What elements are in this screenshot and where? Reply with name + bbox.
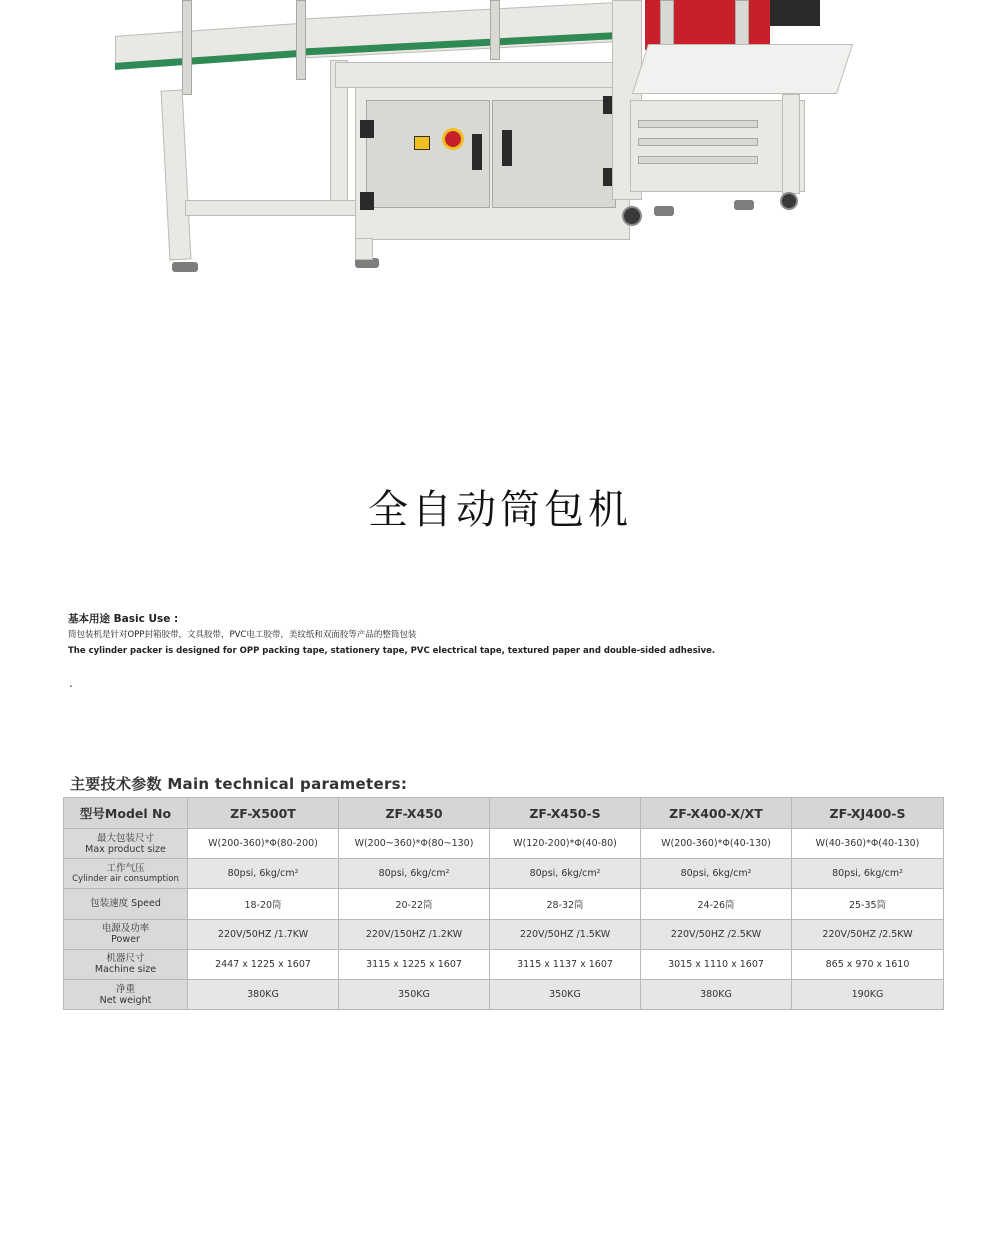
output-tray xyxy=(632,44,853,94)
row-label-en: Max product size xyxy=(85,843,166,855)
row-label-zh: 最大包装尺寸 xyxy=(96,832,154,844)
table-cell: 380KG xyxy=(641,979,792,1009)
header-label: 型号Model No xyxy=(64,798,188,829)
wrapping-motor xyxy=(770,0,820,26)
table-cell: 28-32筒 xyxy=(490,889,641,919)
basic-use-description-zh: 筒包装机是针对OPP封箱胶带，文具胶带，PVC电工胶带，美纹纸和双面胶等产品的整筒包装 xyxy=(68,630,417,640)
model-header: ZF-X500T xyxy=(188,798,339,829)
row-label-en: Net weight xyxy=(99,994,152,1006)
caster-wheel xyxy=(622,206,642,226)
table-cell: 350KG xyxy=(490,979,641,1009)
door-handle xyxy=(472,134,482,170)
table-cell: 25-35筒 xyxy=(792,889,944,919)
table-cell: W(120-200)*Φ(40-80) xyxy=(490,829,641,859)
table-cell: 220V/50HZ /1.7KW xyxy=(188,919,339,949)
roller-bed xyxy=(638,120,758,128)
table-cell: 865 x 970 x 1610 xyxy=(792,949,944,979)
table-cell: 3015 x 1110 x 1607 xyxy=(641,949,792,979)
table-cell: 24-26筒 xyxy=(641,889,792,919)
basic-use-section xyxy=(68,612,948,659)
leveling-foot xyxy=(654,206,674,216)
table-header-row xyxy=(64,798,944,829)
product-photo xyxy=(0,0,1000,310)
table-cell: 2447 x 1225 x 1607 xyxy=(188,949,339,979)
model-header: ZF-XJ400-S xyxy=(792,798,944,829)
row-label-zh: 电源及功率 xyxy=(101,923,150,935)
hinge xyxy=(360,120,374,138)
row-label xyxy=(64,829,188,859)
hinge xyxy=(360,192,374,210)
table-cell: 80psi, 6kg/cm² xyxy=(641,859,792,889)
table-cell: 3115 x 1137 x 1607 xyxy=(490,949,641,979)
row-label xyxy=(64,979,188,1009)
page-title: 全自动筒包机 xyxy=(368,487,632,533)
table-cell: 80psi, 6kg/cm² xyxy=(792,859,944,889)
row-label xyxy=(64,889,188,919)
cabinet-top xyxy=(335,62,635,88)
cabinet-leg xyxy=(355,238,373,260)
table-cell: 80psi, 6kg/cm² xyxy=(490,859,641,889)
guide-post xyxy=(182,0,192,95)
model-header: ZF-X450-S xyxy=(490,798,641,829)
guide-post xyxy=(490,0,500,60)
model-header: ZF-X450 xyxy=(339,798,490,829)
table-cell: 3115 x 1225 x 1607 xyxy=(339,949,490,979)
table-cell: 190KG xyxy=(792,979,944,1009)
table-cell: W(200~360)*Φ(80~130) xyxy=(339,829,490,859)
table-cell: 20-22筒 xyxy=(339,889,490,919)
roller-bed xyxy=(638,138,758,146)
row-label-en: Machine size xyxy=(94,964,157,976)
row-label-zh: 净重 xyxy=(115,983,135,995)
row-label-en: Cylinder air consumption xyxy=(72,873,179,884)
row-label-zh: 工作气压 xyxy=(106,862,145,874)
table-cell: 220V/150HZ /1.2KW xyxy=(339,919,490,949)
emergency-stop-switch xyxy=(442,128,464,150)
basic-use-heading: 基本用途 Basic Use : xyxy=(68,613,179,625)
table-row xyxy=(64,919,944,949)
table-cell: W(200-360)*Φ(40-130) xyxy=(641,829,792,859)
table-row xyxy=(64,859,944,889)
door-handle xyxy=(502,130,512,166)
params-heading: 主要技术参数 Main technical parameters: xyxy=(70,775,408,793)
guide-post xyxy=(296,0,306,80)
params-table xyxy=(63,797,944,1010)
warning-label xyxy=(414,136,430,150)
table-cell: 220V/50HZ /1.5KW xyxy=(490,919,641,949)
frame-leg xyxy=(782,94,800,194)
table-cell: 18-20筒 xyxy=(188,889,339,919)
conveyor-brace xyxy=(185,200,365,216)
leveling-foot xyxy=(734,200,754,210)
table-cell: 350KG xyxy=(339,979,490,1009)
row-label-zh: 包装速度 Speed xyxy=(90,898,161,910)
table-cell: 80psi, 6kg/cm² xyxy=(188,859,339,889)
table-row xyxy=(64,949,944,979)
model-header: ZF-X400-X/XT xyxy=(641,798,792,829)
lower-frame xyxy=(630,100,805,192)
table-cell: 80psi, 6kg/cm² xyxy=(339,859,490,889)
row-label xyxy=(64,859,188,889)
conveyor-leg xyxy=(161,90,192,261)
caster-wheel xyxy=(780,192,798,210)
table-row xyxy=(64,979,944,1009)
basic-use-description-en: The cylinder packer is designed for OPP packing tape, stationery tape, PVC electrical tape, textured paper and double-sided adhesive. xyxy=(68,646,716,656)
row-label-en: Power xyxy=(111,934,140,946)
roller-bed xyxy=(638,156,758,164)
table-cell: 220V/50HZ /2.5KW xyxy=(792,919,944,949)
table-row xyxy=(64,889,944,919)
bullet-dot: . xyxy=(69,676,73,690)
table-cell: 220V/50HZ /2.5KW xyxy=(641,919,792,949)
table-row xyxy=(64,829,944,859)
leveling-foot xyxy=(172,262,198,272)
row-label xyxy=(64,919,188,949)
table-cell: W(200-360)*Φ(80-200) xyxy=(188,829,339,859)
row-label xyxy=(64,949,188,979)
row-label-zh: 机器尺寸 xyxy=(106,953,145,965)
table-cell: W(40-360)*Φ(40-130) xyxy=(792,829,944,859)
table-cell: 380KG xyxy=(188,979,339,1009)
